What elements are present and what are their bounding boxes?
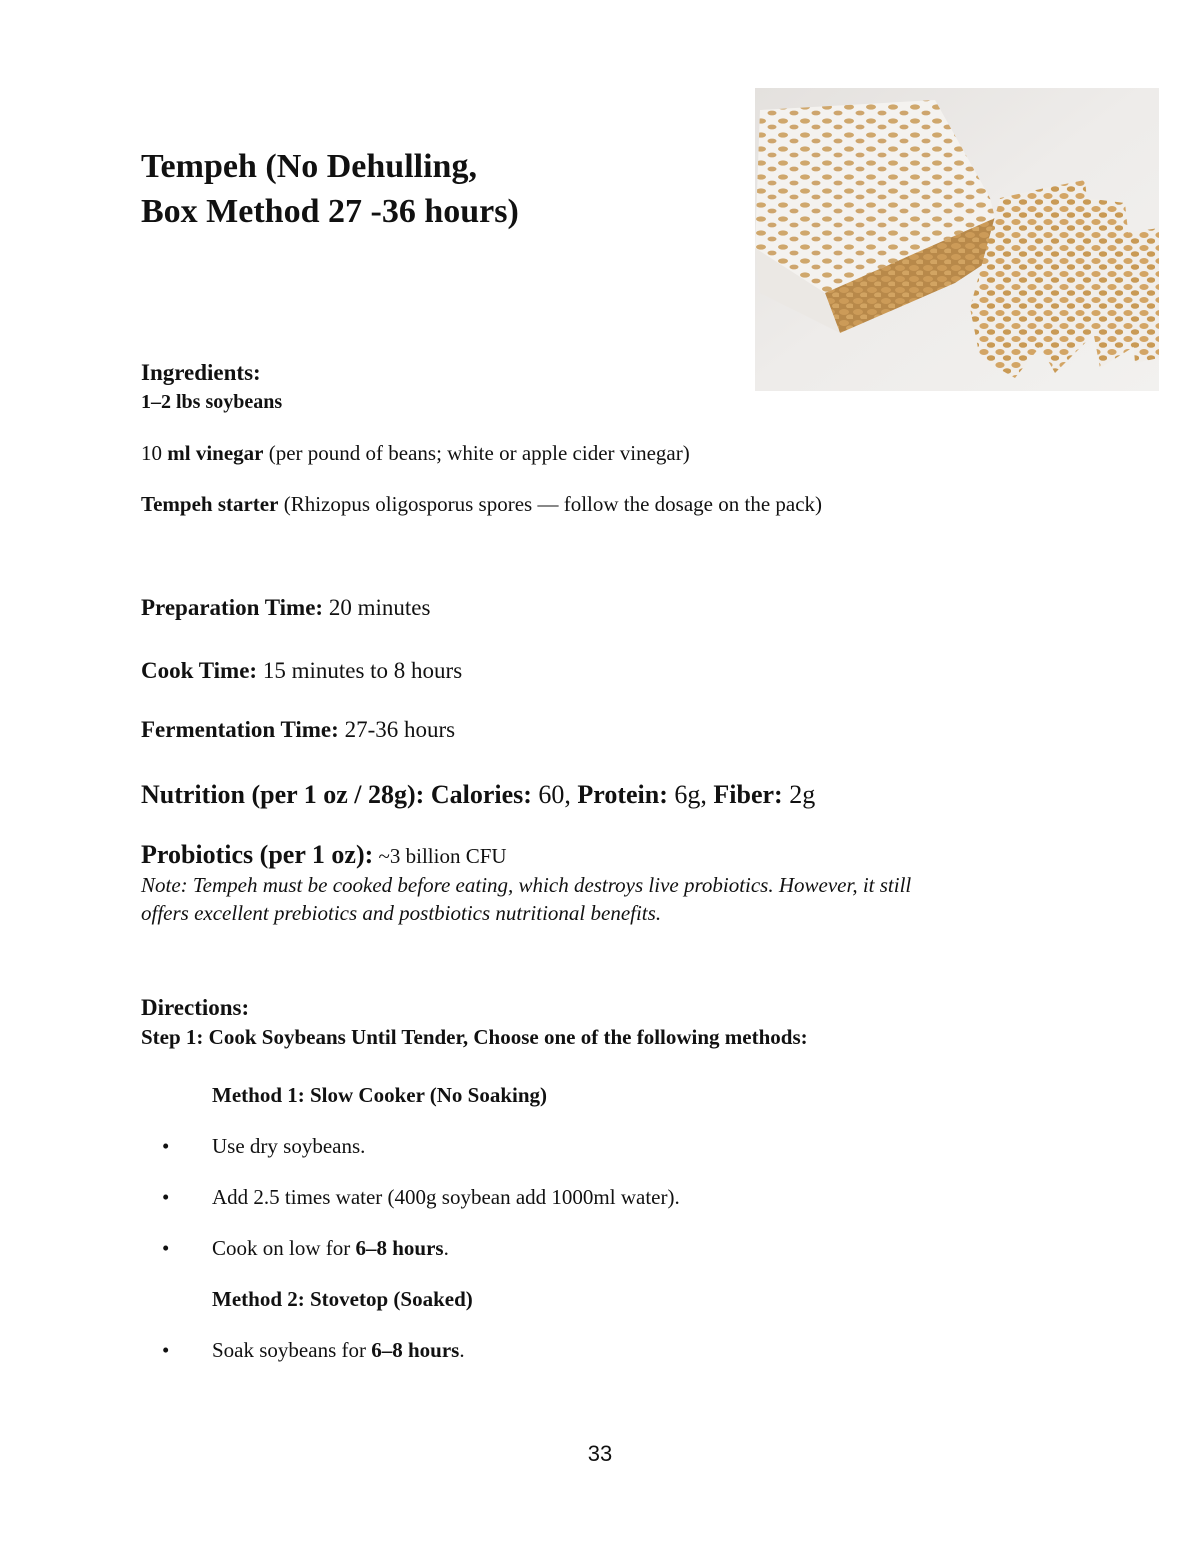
title-line-1: Tempeh (No Dehulling, bbox=[141, 148, 477, 185]
probiotics-note bbox=[141, 871, 911, 927]
calories-value: 60, bbox=[531, 780, 571, 809]
method-2-step-1-suffix: . bbox=[459, 1338, 465, 1362]
probiotics-value: ~3 billion CFU bbox=[373, 844, 507, 868]
ingredient-starter-name: Tempeh starter bbox=[141, 492, 279, 516]
fermentation-time bbox=[141, 717, 455, 743]
bullet-icon: • bbox=[162, 1134, 170, 1158]
method-1-step-2: Add 2.5 times water (400g soybean add 1000ml water). bbox=[212, 1185, 680, 1209]
page-title bbox=[141, 144, 519, 234]
nutrition-label: Nutrition (per 1 oz / 28g): bbox=[141, 780, 425, 809]
method-1-step-3-suffix: . bbox=[443, 1236, 449, 1260]
protein-value: 6g, bbox=[667, 780, 707, 809]
method-1-step-1: Use dry soybeans. bbox=[212, 1134, 366, 1158]
probiotics-line bbox=[141, 840, 507, 870]
nutrition-line bbox=[141, 780, 815, 810]
ingredient-starter-note: (Rhizopus oligosporus spores — follow the dosage on the pack) bbox=[278, 492, 823, 516]
ingredient-vinegar-name: ml vinegar bbox=[167, 441, 264, 465]
probiotics-note-line-2: offers excellent prebiotics and postbiotics nutritional benefits. bbox=[141, 901, 662, 925]
prep-time-label: Preparation Time: bbox=[141, 595, 324, 620]
method-1-step-3-duration: 6–8 hours bbox=[355, 1236, 444, 1260]
tempeh-photo bbox=[755, 88, 1159, 391]
ingredient-vinegar-note: (per pound of beans; white or apple cider vinegar) bbox=[263, 441, 690, 465]
calories-label: Calories: bbox=[424, 780, 532, 809]
prep-time-value: 20 minutes bbox=[323, 595, 431, 620]
step-1-heading: Step 1: Cook Soybeans Until Tender, Choose one of the following methods: bbox=[141, 1025, 808, 1049]
method-1-step-3 bbox=[212, 1236, 449, 1261]
cook-time bbox=[141, 658, 462, 684]
fiber-value: 2g bbox=[782, 780, 816, 809]
method-1-step-3-text: Cook on low for bbox=[212, 1236, 356, 1260]
method-1-title: Method 1: Slow Cooker (No Soaking) bbox=[212, 1083, 548, 1107]
ingredients-heading: Ingredients: bbox=[141, 360, 261, 385]
ingredient-soybeans: 1–2 lbs soybeans bbox=[141, 391, 283, 413]
ingredient-vinegar bbox=[141, 441, 690, 466]
protein-label: Protein: bbox=[570, 780, 668, 809]
method-2-title: Method 2: Stovetop (Soaked) bbox=[212, 1287, 473, 1311]
probiotics-label: Probiotics (per 1 oz): bbox=[141, 840, 374, 869]
bullet-icon: • bbox=[162, 1338, 170, 1362]
directions-heading: Directions: bbox=[141, 995, 250, 1020]
title-line-2: Box Method 27 -36 hours) bbox=[141, 193, 519, 230]
probiotics-note-line-1: Note: Tempeh must be cooked before eating, which destroys live probiotics. However, it still bbox=[141, 873, 912, 897]
method-2-step-1-text: Soak soybeans for bbox=[212, 1338, 372, 1362]
fermentation-time-label: Fermentation Time: bbox=[141, 717, 339, 742]
fermentation-time-value: 27-36 hours bbox=[338, 717, 456, 742]
bullet-icon: • bbox=[162, 1236, 170, 1260]
ingredient-vinegar-qty: 10 bbox=[141, 441, 168, 465]
cook-time-label: Cook Time: bbox=[141, 658, 258, 683]
fiber-label: Fiber: bbox=[706, 780, 783, 809]
cook-time-value: 15 minutes to 8 hours bbox=[257, 658, 463, 683]
page-number: 33 bbox=[587, 1441, 613, 1466]
ingredient-starter bbox=[141, 492, 822, 517]
method-2-step-1 bbox=[212, 1338, 465, 1363]
prep-time bbox=[141, 595, 430, 621]
method-2-step-1-duration: 6–8 hours bbox=[371, 1338, 460, 1362]
bullet-icon: • bbox=[162, 1185, 170, 1209]
